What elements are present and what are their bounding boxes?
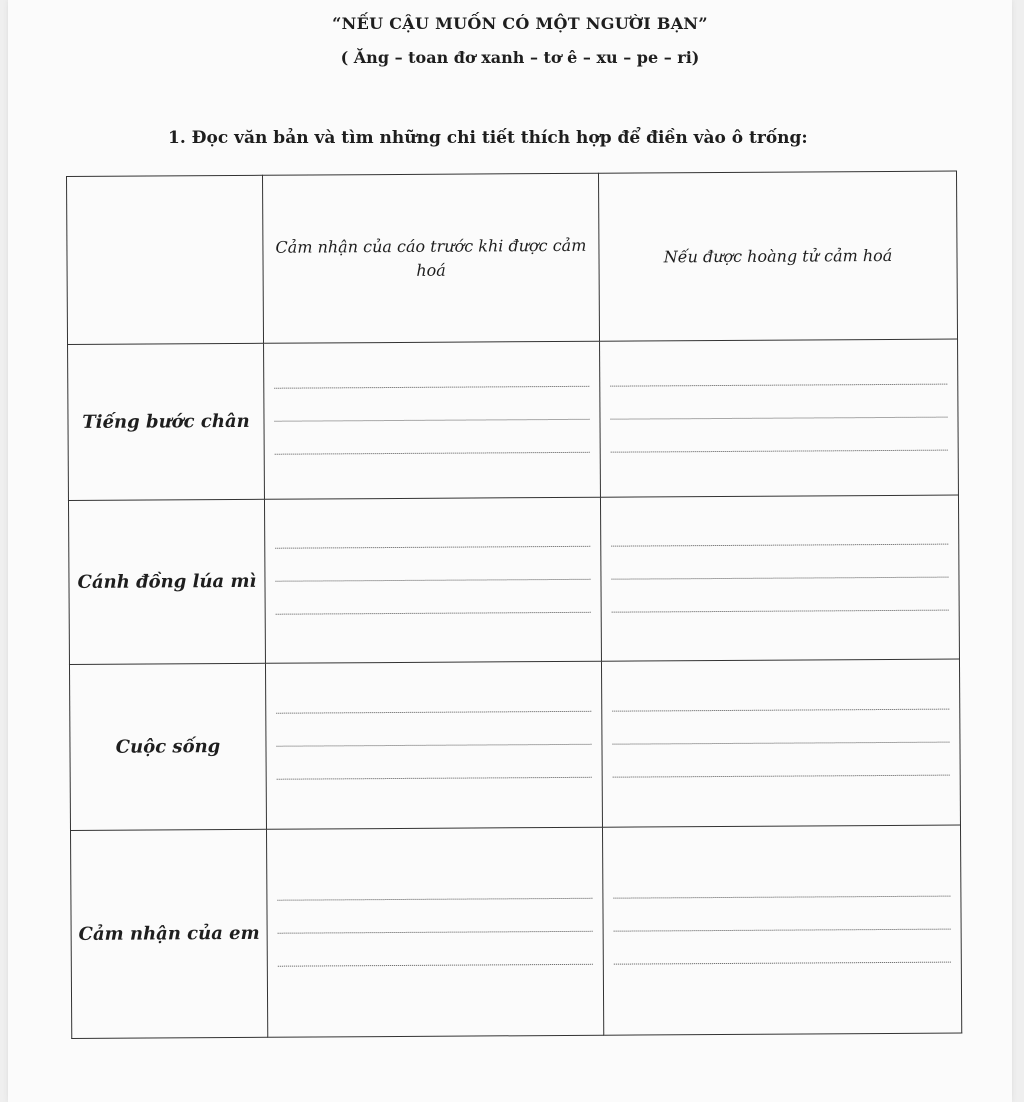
answer-table (66, 171, 962, 1039)
answer-cell-after[interactable] (600, 339, 959, 497)
document-title: “NẾU CẬU MUỐN CÓ MỘT NGƯỜI BẠN” (332, 14, 708, 33)
dotted-line (276, 711, 591, 714)
dotted-line (611, 577, 948, 580)
dotted-line (610, 384, 947, 387)
dotted-line (275, 452, 590, 455)
dotted-line (274, 386, 589, 389)
row-label-wheat-field: Cánh đồng lúa mì (68, 499, 265, 664)
dotted-line (276, 612, 591, 615)
dotted-line (275, 579, 590, 582)
dotted-answer-lines (264, 386, 599, 455)
row-label-your-feeling: Cảm nhận của em (70, 829, 267, 1038)
dotted-line (613, 896, 950, 899)
dotted-answer-lines (603, 896, 960, 965)
table-row (70, 825, 961, 1038)
dotted-line (611, 450, 948, 453)
dotted-line (277, 898, 592, 901)
dotted-answer-lines (600, 384, 957, 453)
table-row (68, 495, 959, 664)
answer-cell-after[interactable] (600, 495, 959, 661)
dotted-answer-lines (602, 709, 959, 778)
dotted-line (614, 962, 951, 965)
dotted-line (611, 544, 948, 547)
table-row (69, 659, 960, 830)
dotted-answer-lines (265, 546, 600, 615)
row-label-life: Cuộc sống (69, 663, 266, 830)
document-author: ( Ăng – toan đơ xanh – tơ ê – xu – pe – ri) (340, 48, 700, 67)
dotted-line (274, 419, 589, 422)
dotted-line (275, 546, 590, 549)
dotted-line (278, 931, 593, 934)
dotted-answer-lines (266, 711, 601, 780)
dotted-line (277, 777, 592, 780)
dotted-line (612, 742, 949, 745)
dotted-line (276, 744, 591, 747)
answer-cell-before[interactable] (264, 341, 601, 499)
answer-cell-after[interactable] (601, 659, 960, 827)
answer-cell-before[interactable] (264, 497, 601, 663)
row-label-footsteps: Tiếng bước chân (68, 343, 265, 500)
dotted-answer-lines (601, 544, 958, 613)
dotted-line (612, 610, 949, 613)
dotted-line (612, 709, 949, 712)
column-header-after: Nếu được hoàng tử cảm hoá (598, 171, 957, 341)
answer-cell-before[interactable] (266, 827, 603, 1037)
dotted-line (614, 929, 951, 932)
answer-cell-after[interactable] (602, 825, 961, 1035)
table-header-row (67, 171, 958, 344)
table-corner-cell (67, 175, 264, 344)
dotted-answer-lines (267, 898, 602, 967)
exercise-instruction: 1. Đọc văn bản và tìm những chi tiết thích hợp để điền vào ô trống: (168, 128, 808, 148)
answer-cell-before[interactable] (265, 661, 602, 829)
dotted-line (613, 775, 950, 778)
table-row (68, 339, 959, 500)
dotted-line (610, 417, 947, 420)
column-header-before: Cảm nhận của cáo trước khi được cảm hoá (262, 173, 599, 343)
dotted-line (278, 964, 593, 967)
